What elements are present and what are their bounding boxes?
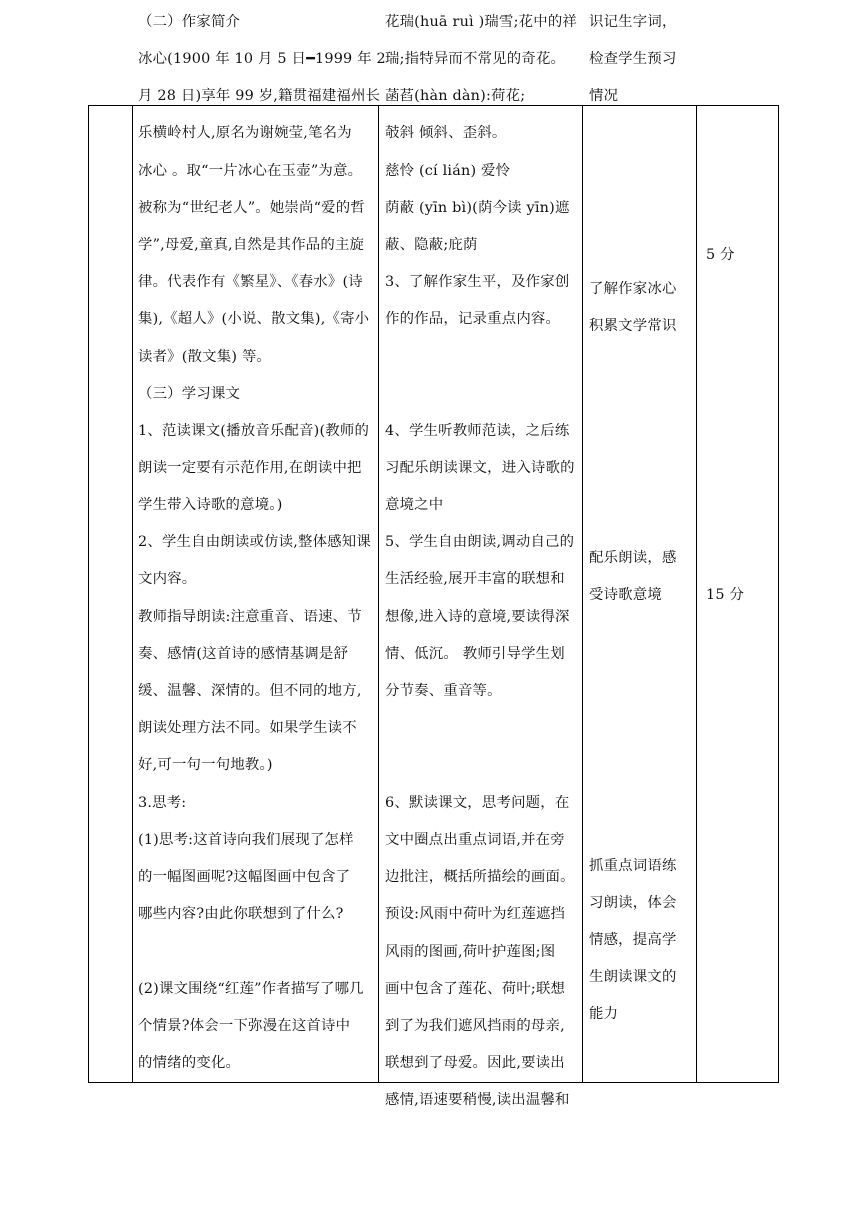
design-intent-cell <box>583 14 697 1083</box>
design-intent-line: 情感，提高学 <box>589 932 677 948</box>
student-activity-cell <box>379 14 583 1108</box>
teacher-activity-line: 3.思考: <box>138 795 187 811</box>
student-activity-line: 习配乐朗读课文，进入诗歌的 <box>385 460 575 476</box>
student-activity-line: 蔽、隐蔽;庇荫 <box>385 237 478 253</box>
time-allocation-line: 15 分 <box>706 587 745 603</box>
teacher-activity-line: 学生带入诗歌的意境。) <box>138 497 283 513</box>
teacher-activity-line: 哪些内容?由此你联想到了什么? <box>138 906 344 922</box>
teacher-activity-line: 集),《超人》(小说、散文集),《寄小 <box>138 311 370 327</box>
teacher-activity-line: 月 28 日)享年 99 岁,籍贯福建福州长 <box>138 88 381 104</box>
teacher-activity-line: 好,可一句一句地教。) <box>138 757 273 773</box>
design-intent-line: 配乐朗读，感 <box>589 550 677 566</box>
student-activity-line: 分节奏、重音等。 <box>385 683 502 699</box>
teacher-activity-line: （二）作家简介 <box>138 14 241 30</box>
student-activity-line: 到了为我们遮风挡雨的母亲, <box>385 1018 565 1034</box>
teacher-activity-line: 个情景?体会一下弥漫在这首诗中 <box>138 1018 351 1034</box>
design-intent-line: 积累文学常识 <box>589 318 677 334</box>
teacher-activity-line: (1)思考:这首诗向我们展现了怎样 <box>138 832 354 848</box>
design-intent-line: 能力 <box>589 1006 619 1022</box>
teacher-activity-line: 乐横岭村人,原名为谢婉莹,笔名为 <box>138 125 352 141</box>
student-activity-line: 联想到了母爱。因此,要读出 <box>385 1055 565 1071</box>
student-activity-line: 花瑞(huā ruì )瑞雪;花中的祥 <box>385 14 578 30</box>
student-activity-line: 边批注，概括所描绘的画面。 <box>385 869 575 885</box>
student-activity-line: 风雨的图画,荷叶护莲图;图 <box>385 944 556 960</box>
time-allocation-cell <box>697 106 779 1083</box>
student-activity-line: 作的作品，记录重点内容。 <box>385 311 561 327</box>
teacher-activity-line: 文内容。 <box>138 571 197 587</box>
design-intent-line: 情况 <box>589 88 619 104</box>
design-intent-line: 生朗读课文的 <box>589 969 677 985</box>
student-activity-line: 6、默读课文，思考问题，在 <box>385 795 570 811</box>
design-intent-line: 抓重点词语练 <box>589 858 677 874</box>
teacher-activity-line: 冰心(1900 年 10 月 5 日━1999 年 2 <box>138 51 386 67</box>
student-activity-line: 画中包含了莲花、荷叶;联想 <box>385 981 566 997</box>
student-activity-line: 意境之中 <box>385 497 444 513</box>
design-intent-line: 识记生字词， <box>589 14 677 30</box>
student-activity-line: 攲斜 倾斜、歪斜。 <box>385 125 507 141</box>
design-intent-line: 受诗歌意境 <box>589 587 662 603</box>
design-intent-line: 了解作家冰心 <box>589 281 677 297</box>
student-activity-line: 慈怜 (cí lián) 爱怜 <box>385 163 511 179</box>
student-activity-line: 3、了解作家生平，及作家创 <box>385 274 570 290</box>
student-activity-line: 预设:风雨中荷叶为红莲遮挡 <box>385 906 566 922</box>
student-activity-line: 4、学生听教师范读，之后练 <box>385 423 570 439</box>
student-activity-line: 菡萏(hàn dàn):荷花; <box>385 88 526 104</box>
student-activity-line: 荫蔽 (yīn bì)(荫今读 yīn)遮 <box>385 200 570 216</box>
teacher-activity-line: 被称为“世纪老人”。她崇尚“爱的哲 <box>138 200 365 216</box>
teacher-activity-line: 的一幅图画呢?这幅图画中包含了 <box>138 869 351 885</box>
student-activity-line: 5、学生自由朗读,调动自己的 <box>385 534 575 550</box>
teacher-activity-line: 冰心 。取“一片冰心在玉壶”为意。 <box>138 163 363 179</box>
blank-column-cell <box>89 106 133 1083</box>
table-row <box>89 106 779 1083</box>
teacher-activity-line: 学”,母爱,童真,自然是其作品的主旋 <box>138 237 365 253</box>
student-activity-line: 瑞;指特异而不常见的奇花。 <box>385 51 566 67</box>
teacher-activity-line: (2)课文围绕“红莲”作者描写了哪几 <box>138 981 364 997</box>
teacher-activity-line: 朗读一定要有示范作用,在朗读中把 <box>138 460 362 476</box>
student-activity-line: 情、低沉。 教师引导学生划 <box>385 646 565 662</box>
teacher-activity-line: 律。代表作有《繁星》、《春水》(诗 <box>138 274 363 290</box>
student-activity-line: 文中圈点出重点词语,并在旁 <box>385 832 565 848</box>
teacher-activity-line: 的情绪的变化。 <box>138 1055 241 1071</box>
teacher-activity-line: 缓、温馨、深情的。但不同的地方, <box>138 683 362 699</box>
lesson-plan-table <box>88 14 779 1108</box>
design-intent-line: 习朗读，体会 <box>589 895 677 911</box>
teacher-activity-line: 奏、感情(这首诗的感情基调是舒 <box>138 646 349 662</box>
teacher-activity-line: （三）学习课文 <box>138 386 241 402</box>
student-activity-line: 感情,语速要稍慢,读出温馨和 <box>385 1092 570 1108</box>
student-activity-line: 想像,进入诗的意境,要读得深 <box>385 609 570 625</box>
teacher-activity-line: 教师指导朗读:注意重音、语速、节 <box>138 609 362 625</box>
teacher-activity-line: 朗读处理方法不同。如果学生读不 <box>138 720 357 736</box>
student-activity-line: 生活经验,展开丰富的联想和 <box>385 571 565 587</box>
time-allocation-line: 5 分 <box>706 247 735 263</box>
teacher-activity-cell <box>133 14 386 1083</box>
teacher-activity-line: 读者》(散文集) 等。 <box>138 349 272 365</box>
teacher-activity-line: 2、学生自由朗读或仿读,整体感知课 <box>138 534 371 550</box>
teacher-activity-line: 1、范读课文(播放音乐配音)(教师的 <box>138 423 370 439</box>
design-intent-line: 检查学生预习 <box>589 51 677 67</box>
